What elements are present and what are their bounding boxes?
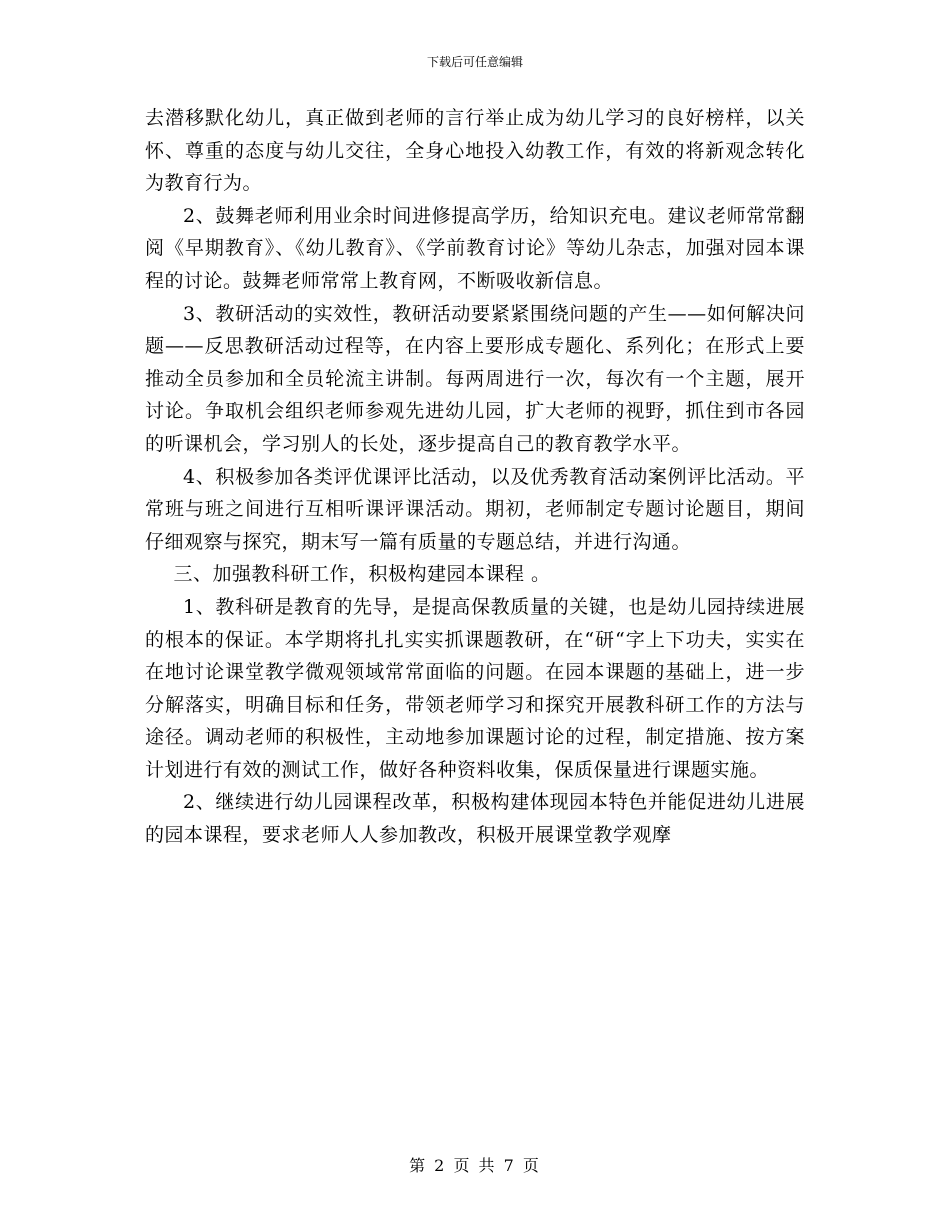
- paragraph-section3-item-1: 1、教科研是教育的先导，是提高保教质量的关键，也是幼儿园持续进展的根本的保证。本学期将扎扎实实抓课题教研，在“研“字上下功夫，实实在在地讨论课堂教学微观领域常常面临的问题。在园本课题的基础上，进一步分解落实，明确目标和任务，带领老师学习和探究开展教科研工作的方法与途径。调动老师的积极性，主动地参加课题讨论的过程，制定措施、按方案计划进行有效的测试工作，做好各种资料收集，保质保量进行课题实施。: [145, 595, 805, 781]
- paragraph-section3-item-2: 2、继续进行幼儿园课程改革，积极构建体现园本特色并能促进幼儿进展的园本课程，要求老师人人参加教改，积极开展课堂教学观摩: [145, 791, 805, 847]
- document-body: [145, 102, 805, 852]
- section-heading-3: 三、加强教科研工作，积极构建园本课程 。: [173, 563, 551, 586]
- paragraph-item-2: 2、鼓舞老师利用业余时间进修提高学历，给知识充电。建议老师常常翻阅《早期教育》、《幼儿教育》、《学前教育讨论》等幼儿杂志，加强对园本课程的讨论。鼓舞老师常常上教育网，不断吸收新信息。: [145, 204, 805, 292]
- page-header-note: 下载后可任意编辑: [426, 55, 523, 69]
- paragraph-item-3: 3、教研活动的实效性，教研活动要紧紧围绕问题的产生——如何解决问题——反思教研活动过程等，在内容上要形成专题化、系列化；在形式上要推动全员参加和全员轮流主讲制。每两周进行一次，每次有一个主题，展开讨论。争取机会组织老师参观先进幼儿园，扩大老师的视野，抓住到市各园的听课机会，学习别人的长处，逐步提高自己的教育教学水平。: [145, 302, 805, 455]
- paragraph-item-4: 4、积极参加各类评优课评比活动，以及优秀教育活动案例评比活动。平常班与班之间进行互相听课评课活动。期初，老师制定专题讨论题目，期间仔细观察与探究，期末写一篇有质量的专题总结，并进行沟通。: [145, 465, 805, 553]
- paragraph-continuation: 去潜移默化幼儿，真正做到老师的言行举止成为幼儿学习的良好榜样，以关怀、尊重的态度与幼儿交往，全身心地投入幼教工作，有效的将新观念转化为教育行为。: [145, 107, 805, 195]
- page-number-footer: 第 2 页 共 7 页: [409, 1156, 541, 1175]
